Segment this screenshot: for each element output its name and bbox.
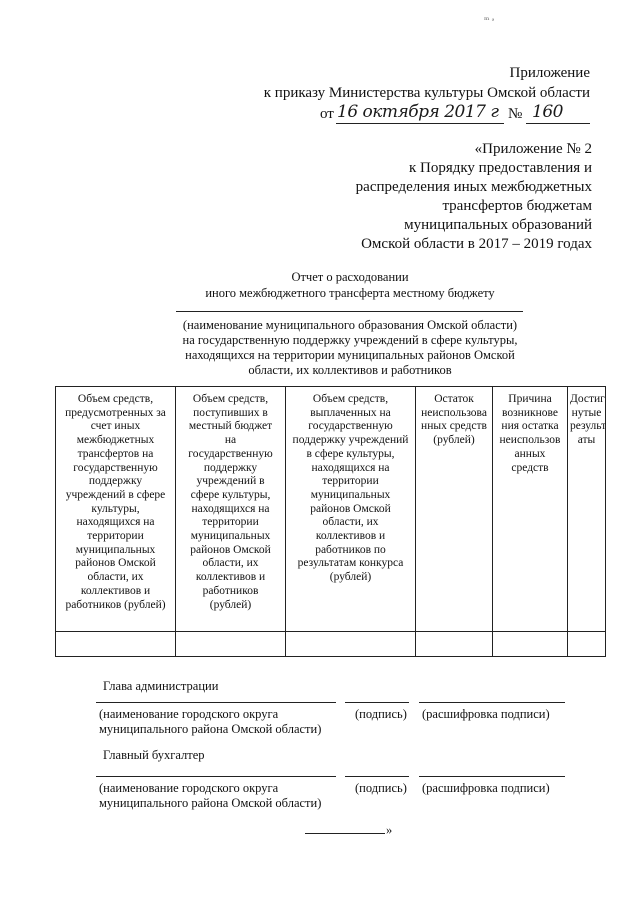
head-org-caption1: (наименование городского округа [99, 707, 279, 721]
col-paid-funds [286, 387, 416, 632]
column-header-line: находящихся на [191, 502, 270, 515]
table-cell[interactable] [568, 632, 606, 657]
column-header-line: нутые [571, 406, 602, 419]
col-received-funds [176, 387, 286, 632]
column-header-line: (рублей) [329, 571, 372, 584]
date-underline [336, 123, 504, 124]
column-header-line: территории [322, 475, 379, 488]
column-header-line: возникнове [502, 406, 558, 419]
column-header-line: государственную [308, 420, 393, 433]
column-header-line: Достиг [570, 393, 605, 405]
column-header-line: (рублей) [433, 434, 475, 447]
col-balance-reason [493, 387, 568, 632]
column-header-line: муниципальных [75, 543, 156, 556]
column-header-line: ния остатка [501, 420, 559, 433]
head-sign-caption: (подпись) [355, 707, 407, 721]
purpose-line2: находящихся на территории муниципальных районов Омской [185, 348, 515, 362]
column-header-line: государственную [73, 461, 158, 474]
handwritten-date: 16 октября 2017 г [337, 102, 499, 122]
head-decode-caption: (расшифровка подписи) [422, 707, 550, 721]
column-header-line: области, их [202, 557, 259, 570]
column-header-line: аты [577, 434, 596, 447]
number-prefix: № [508, 106, 523, 122]
column-header-line: районов Омской [310, 502, 391, 515]
order-line: к приказу Министерства культуры Омской области [263, 85, 590, 101]
column-header-line: поддержку учреждений [292, 434, 409, 447]
accountant-title: Главный бухгалтер [103, 748, 205, 762]
column-header-line: коллективов и [315, 530, 386, 543]
column-header-line: в сфере культуры, [306, 447, 395, 460]
number-underline [526, 123, 590, 124]
acc-sign-caption: (подпись) [355, 781, 407, 795]
column-header-line: государственную [188, 447, 273, 460]
column-header-line: неиспользова [421, 406, 487, 419]
column-header-line: Объем средств, [312, 393, 389, 405]
head-title: Глава администрации [103, 679, 219, 693]
column-header-line: муниципальных [310, 488, 391, 501]
purpose-line1: на государственную поддержку учреждений в сфере культуры, [182, 333, 518, 347]
column-header-line: коллективов и [195, 571, 266, 584]
column-header-line: работников [202, 584, 259, 597]
report-subtitle: иного межбюджетного трансферта местному бюджету [205, 286, 495, 300]
table-cell[interactable] [286, 632, 416, 657]
column-header-line: Остаток [434, 393, 474, 405]
column-header-line: средств [511, 461, 549, 474]
col-planned-funds [56, 387, 176, 632]
column-header-line: сфере культуры, [190, 488, 271, 501]
table-cell[interactable] [56, 632, 176, 657]
table-row [56, 632, 606, 657]
column-header-line: муниципальных [190, 530, 271, 543]
column-header-line: районов Омской [75, 557, 156, 570]
column-header-line: коллективов и [80, 584, 151, 597]
column-header-line: (рублей) [209, 598, 252, 611]
closing-line [305, 833, 385, 834]
appendix2-line5: муниципальных образований [404, 217, 592, 233]
appendix2-line2: к Порядку предоставления и [408, 160, 592, 176]
municipality-name-line [176, 311, 523, 312]
appendix2-line4: трансфертов бюджетам [442, 198, 592, 214]
acc-org-caption2: муниципального района Омской области) [99, 796, 322, 810]
appendix-heading: Приложение [509, 65, 590, 81]
appendix2-line1: «Приложение № 2 [474, 141, 592, 157]
column-header-line: нных средств [421, 420, 487, 433]
column-header-line: учреждений в [196, 475, 265, 488]
table-cell[interactable] [176, 632, 286, 657]
acc-sign-line [345, 776, 409, 777]
column-header-line: учреждений в сфере [65, 488, 166, 501]
column-header-line: Причина [508, 393, 552, 405]
column-header-line: области, их [322, 516, 379, 529]
head-decode-line [419, 702, 565, 703]
column-header-line: области, их [87, 571, 144, 584]
col-unused-balance [416, 387, 493, 632]
column-header-line: поступивших в [193, 406, 268, 419]
column-header-line: результ [570, 420, 607, 433]
table-cell[interactable] [493, 632, 568, 657]
report-table [55, 386, 606, 657]
column-header-line: выплаченных на [310, 406, 391, 419]
municipality-caption: (наименование муниципального образования Омской области) [182, 318, 518, 332]
head-org-caption2: муниципального района Омской области) [99, 722, 322, 736]
column-header-line: межбюджетных [76, 434, 155, 447]
order-date-line [320, 102, 590, 126]
column-header-line: работников (рублей) [65, 598, 166, 611]
column-header-line: трансфертов на [77, 447, 154, 460]
head-sign-line [345, 702, 409, 703]
from-prefix: от [320, 106, 334, 122]
column-header-line: находящихся на [76, 516, 155, 529]
column-header-line: культуры, [91, 502, 140, 515]
column-header-line: Объем средств, [192, 393, 269, 405]
closing-quote: » [386, 823, 393, 837]
table-cell[interactable] [416, 632, 493, 657]
acc-org-line [96, 776, 336, 777]
column-header-line: находящихся на [311, 461, 390, 474]
column-header-line: местный бюджет [188, 420, 273, 433]
acc-decode-line [419, 776, 565, 777]
page-mark: ₘ ₔ [484, 12, 495, 22]
column-header-line: предусмотренных за [65, 406, 166, 419]
column-header-line: Объем средств, [77, 393, 154, 405]
column-header-line: территории [202, 516, 259, 529]
column-header-line: неиспользов [499, 434, 561, 447]
column-header-line: территории [87, 530, 144, 543]
column-header-line: районов Омской [190, 543, 271, 556]
column-header-line: счет иных [90, 420, 141, 433]
column-header-line: работников по [315, 543, 386, 556]
appendix2-line3: распределения иных межбюджетных [355, 179, 592, 195]
appendix2-line6: Омской области в 2017 – 2019 годах [361, 236, 592, 252]
purpose-line3: области, их коллективов и работников [248, 363, 452, 377]
col-results [568, 387, 606, 632]
acc-org-caption1: (наименование городского округа [99, 781, 279, 795]
column-header-line: анных [514, 447, 546, 460]
handwritten-number: 160 [532, 102, 563, 122]
acc-decode-caption: (расшифровка подписи) [422, 781, 550, 795]
column-header-line: поддержку [88, 475, 143, 488]
column-header-line: на [224, 434, 237, 447]
column-header-line: результатам конкурса [297, 557, 404, 570]
column-header-line: поддержку [203, 461, 258, 474]
head-org-line [96, 702, 336, 703]
table-header-row [56, 387, 606, 632]
report-title: Отчет о расходовании [291, 270, 409, 284]
